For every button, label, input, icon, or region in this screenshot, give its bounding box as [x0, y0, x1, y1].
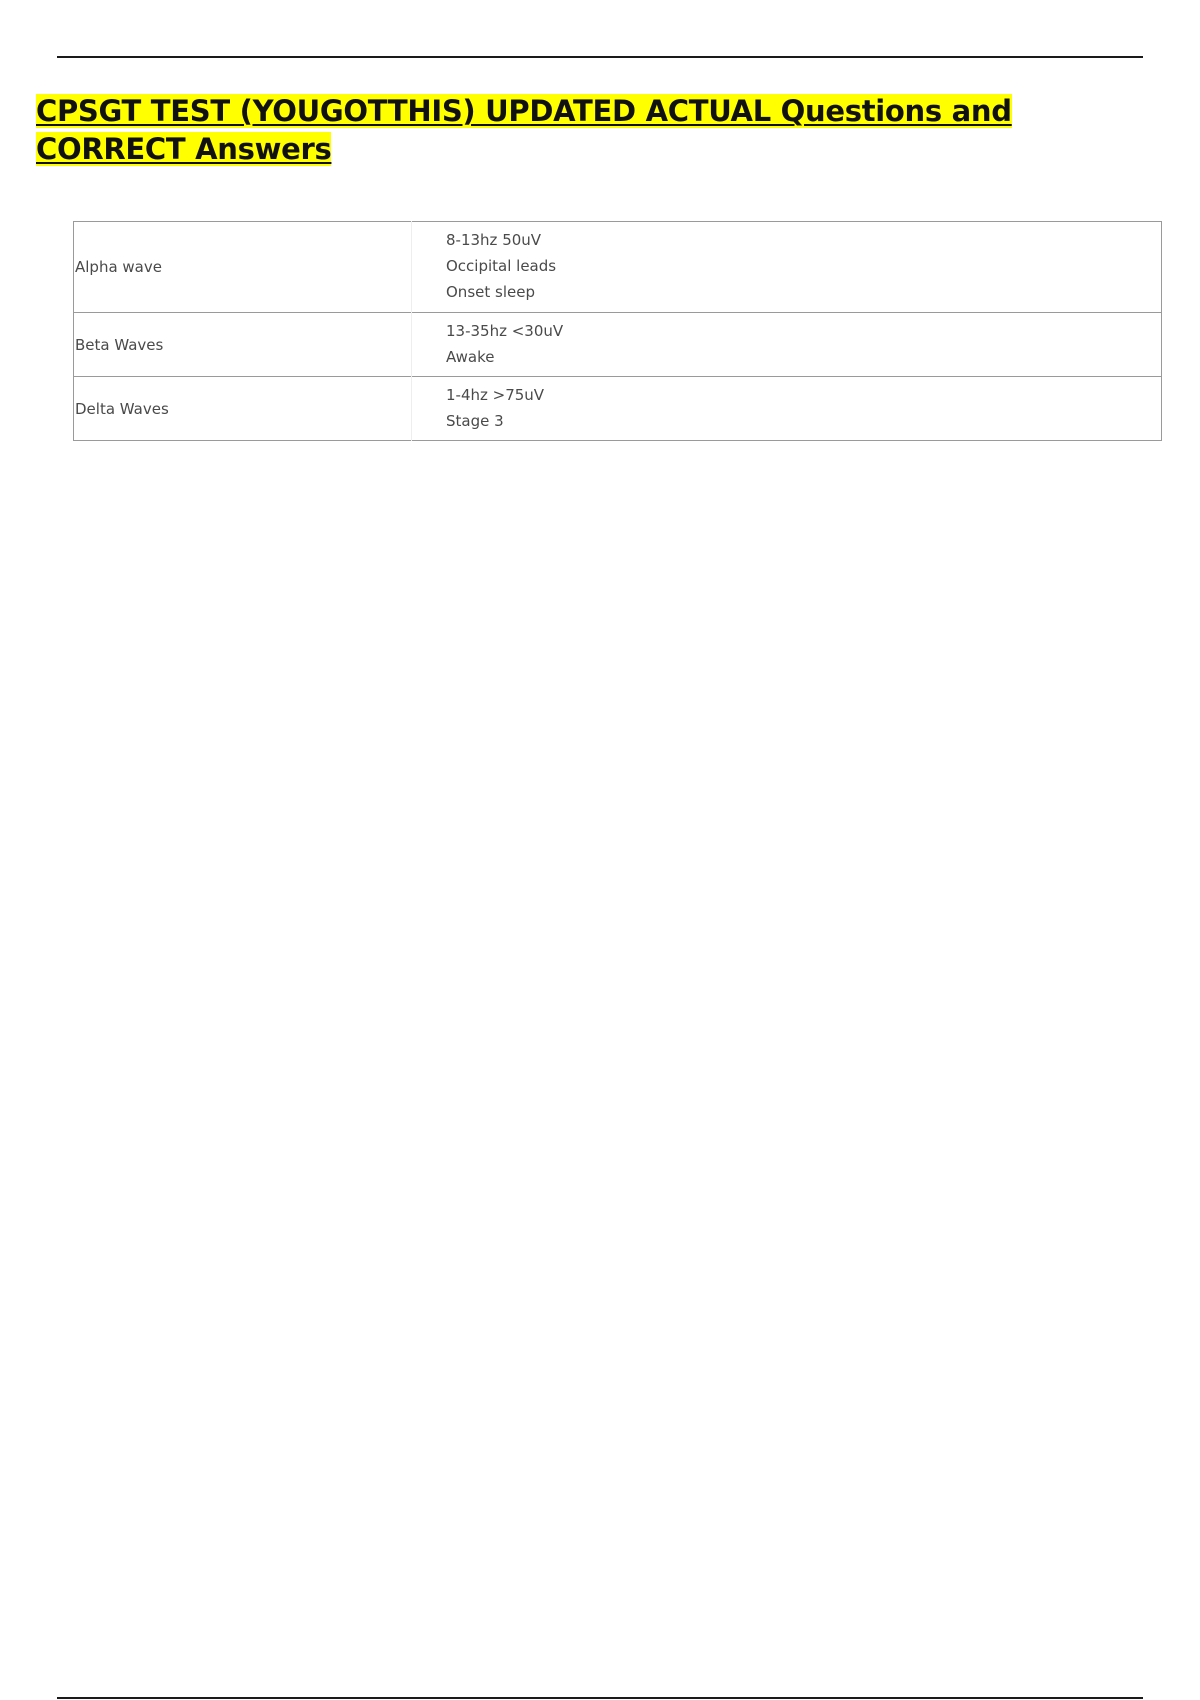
definition-cell	[412, 377, 1162, 441]
qa-row	[74, 377, 1162, 441]
term-cell: Delta Waves	[74, 377, 412, 441]
definition-line: Stage 3	[446, 411, 504, 430]
definition-cell	[412, 313, 1162, 377]
qa-row	[74, 313, 1162, 377]
definition-line: 1-4hz >75uV	[446, 385, 545, 404]
definition-line: Awake	[446, 347, 495, 366]
definition-line: Onset sleep	[446, 283, 535, 301]
definition-cell	[412, 222, 1162, 313]
qa-table	[73, 221, 1162, 441]
document-title	[36, 92, 1166, 168]
footer-rule	[57, 1697, 1143, 1699]
header-rule	[57, 56, 1143, 58]
term-cell: Beta Waves	[74, 313, 412, 377]
definition-line: Occipital leads	[446, 257, 557, 275]
definition-line: 8-13hz 50uV	[446, 231, 542, 249]
term-cell: Alpha wave	[74, 222, 412, 313]
document-title-text: CPSGT TEST (YOUGOTTHIS) UPDATED ACTUAL Questions and CORRECT Answers	[36, 94, 1012, 166]
qa-row	[74, 222, 1162, 313]
definition-line: 13-35hz <30uV	[446, 321, 564, 340]
